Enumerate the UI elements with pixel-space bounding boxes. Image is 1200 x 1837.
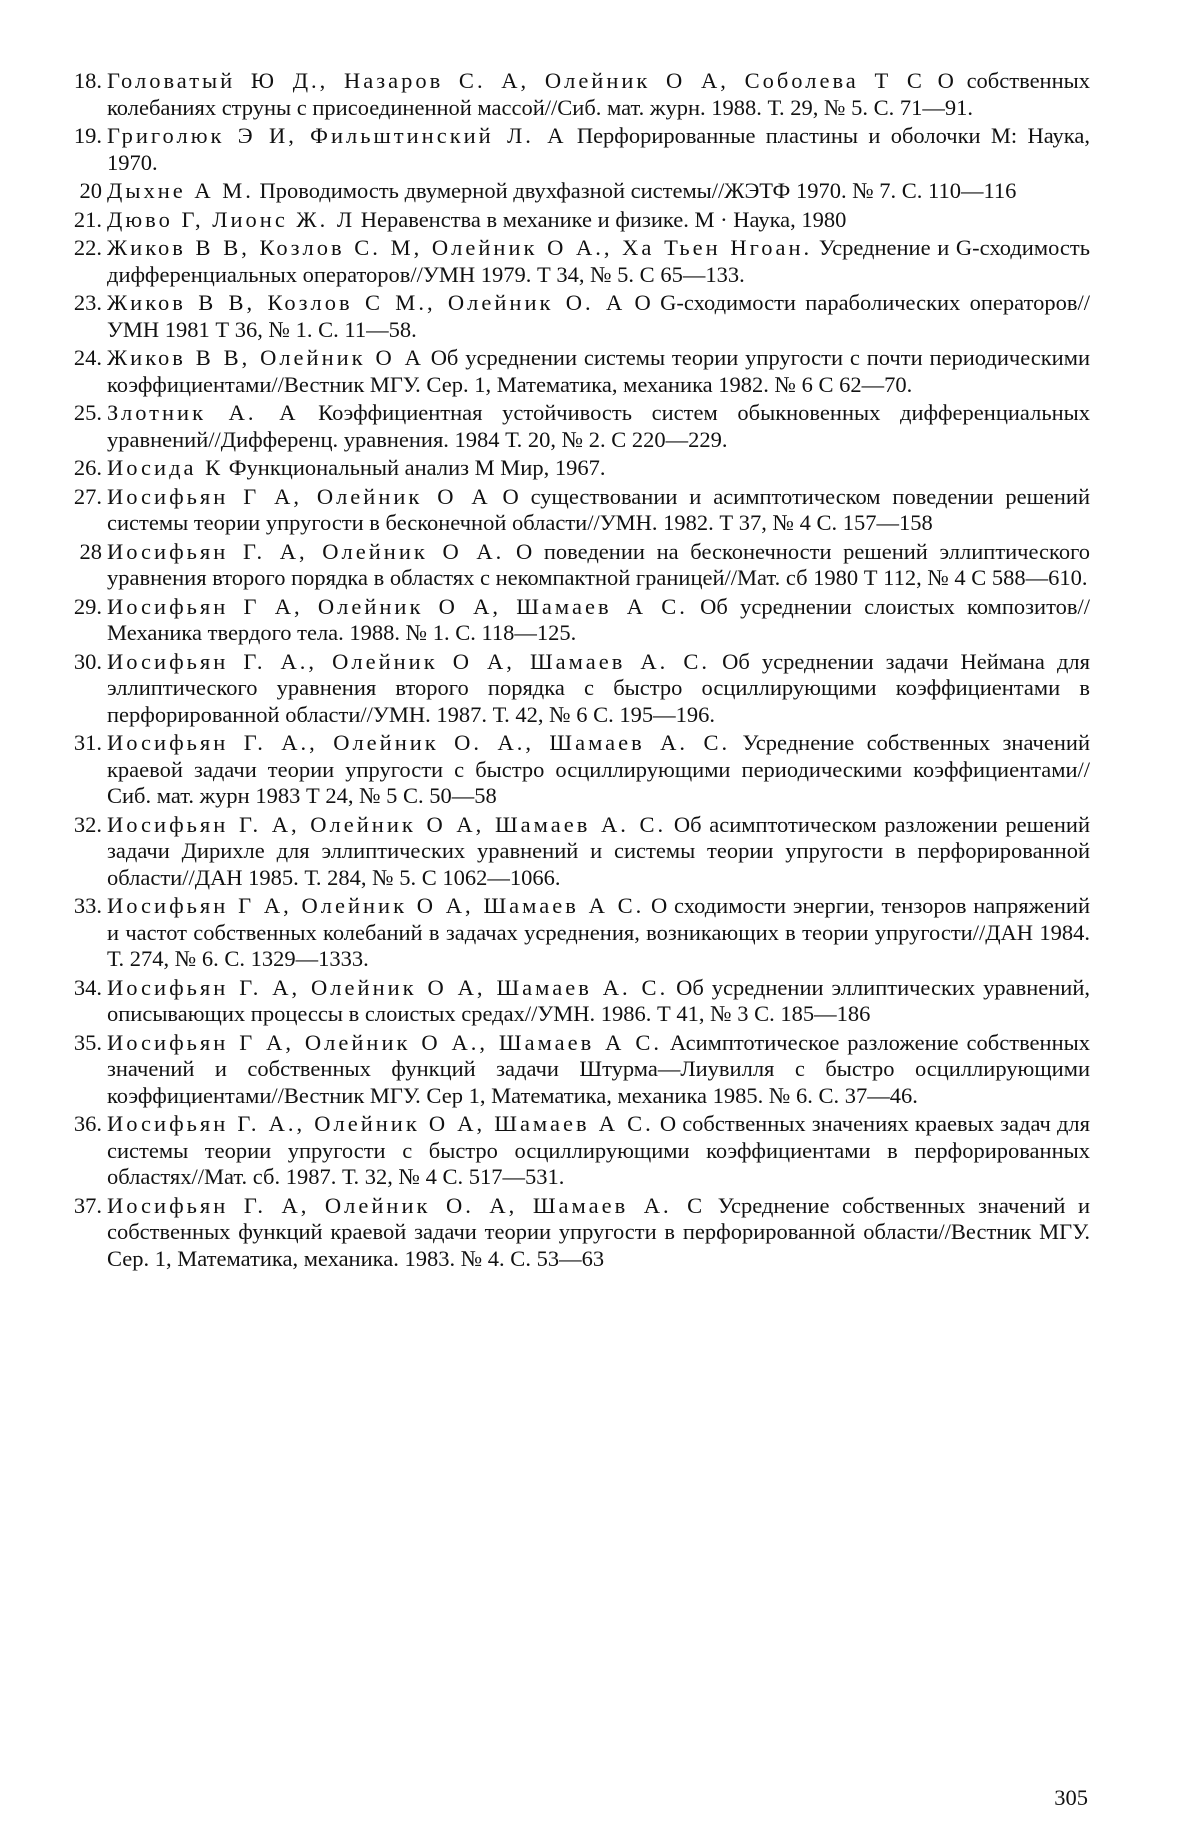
- reference-item: [73, 290, 1090, 343]
- reference-number: 31.: [73, 730, 102, 755]
- reference-authors: Иосида К: [107, 455, 224, 480]
- reference-item: [73, 345, 1090, 398]
- reference-text: Неравенства в механике и физике. М · Наука, 1980: [355, 206, 847, 232]
- reference-text: Асимптотическое разложение собственных значений и собственных функций задачи Штурма—Лиувилля с быстро осциллирующими коэффициентами//Вестник МГУ. Сер 1, Математика, механика 1985. № 6. С. 37—46.: [107, 1029, 1090, 1108]
- reference-authors: Иосифьян Г. А, Олейник О. А, Шамаев А. С: [107, 1192, 706, 1218]
- reference-number: 34.: [73, 974, 102, 1000]
- reference-number: 27.: [73, 483, 102, 509]
- reference-item: [73, 1192, 1090, 1273]
- reference-number: 18.: [73, 68, 102, 93]
- reference-number: 25.: [73, 400, 102, 425]
- reference-authors: Иосифьян Г. А., Олейник О А, Шамаев А. С.: [107, 648, 710, 674]
- reference-number: 20: [79, 178, 102, 203]
- reference-text: О сходимости энергии, тензоров напряжений и частот собственных колебаний в задачах усреднения, возникающих в теории упругости//ДАН 1984. Т. 274, № 6. С. 1329—1333.: [107, 893, 1090, 971]
- reference-number: 24.: [73, 345, 102, 370]
- reference-text: Коэффициентная устойчивость систем обыкновенных дифференциальных уравнений//Дифференц. уравнения. 1984 Т. 20, № 2. С 220—229.: [107, 400, 1090, 452]
- reference-number: 28: [79, 538, 102, 564]
- reference-item: [73, 206, 1090, 234]
- reference-text: О существовании и асимптотическом поведении решений системы теории упругости в бесконечной области//УМН. 1982. Т 37, № 4 С. 157—158: [107, 483, 1091, 535]
- reference-authors: Иосифьян Г. А, Олейник О А.: [107, 538, 505, 564]
- reference-text: Перфорированные пластины и оболочки М: Наука, 1970.: [107, 123, 1090, 175]
- reference-text: О G-сходимости параболических операторов//УМН 1981 Т 36, № 1. С. 11—58.: [107, 290, 1090, 342]
- reference-authors: Дыхне А М.: [107, 178, 254, 203]
- reference-text: Об усреднении системы теории упругости с почти периодическими коэффициентами//Вестник МГУ. Сер. 1, Математика, механика 1982. № 6 С 62—70.: [107, 345, 1090, 397]
- reference-authors: Иосифьян Г. А., Олейник О. А., Шамаев А. С.: [107, 730, 731, 755]
- reference-text: Усреднение собственных значений и собственных функций краевой задачи теории упругости в перфорированной области//Вестник МГУ. Сер. 1, Математика, механика. 1983. № 4. С. 53—63: [107, 1192, 1090, 1271]
- reference-number: 35.: [73, 1029, 102, 1055]
- reference-text: Об асимптотическом разложении решений задачи Дирихле для эллиптических уравнений и системы теории упругости в перфорированной области//ДАН 1985. Т. 284, № 5. С 1062—1066.: [107, 811, 1090, 890]
- reference-item: [73, 455, 1090, 482]
- page-number: 305: [1054, 1785, 1088, 1810]
- reference-number: 37.: [73, 1192, 102, 1218]
- reference-item: [73, 400, 1090, 453]
- reference-authors: Иосифьян Г А, Олейник О А, Шамаев А С.: [107, 593, 688, 619]
- reference-text: Усреднение собственных значений краевой задачи теории упругости с быстро осциллирующими периодическими коэффициентами//Сиб. мат. журн 1983 Т 24, № 5 С. 50—58: [107, 730, 1090, 808]
- reference-text: Проводимость двумерной двухфазной системы//ЖЭТФ 1970. № 7. С. 110—116: [253, 178, 1017, 203]
- reference-number: 32.: [73, 811, 102, 837]
- reference-item: [73, 123, 1090, 176]
- reference-item: [73, 593, 1090, 647]
- reference-text: Об усреднении задачи Неймана для эллиптического уравнения второго порядка с быстро осциллирующими коэффициентами в перфорированной области//УМН. 1987. Т. 42, № 6 С. 195—196.: [107, 648, 1090, 727]
- reference-authors: Жиков В В, Козлов С М., Олейник О. А: [107, 290, 626, 315]
- reference-item: [73, 1029, 1090, 1110]
- reference-number: 21.: [73, 206, 102, 232]
- reference-item: [73, 235, 1090, 288]
- reference-text: О собственных значениях краевых задач для системы теории упругости с быстро осциллирующими коэффициентами в перфорированных областях//Мат. сб. 1987. Т. 32, № 4 С. 517—531.: [107, 1111, 1090, 1189]
- reference-authors: Злотник А. А: [107, 400, 299, 425]
- reference-number: 23.: [73, 290, 102, 315]
- reference-authors: Жиков В В, Олейник О А: [107, 345, 424, 370]
- reference-number: 26.: [73, 455, 102, 480]
- reference-item: [73, 1111, 1090, 1191]
- reference-authors: Жиков В В, Козлов С. М, Олейник О А., Ха Тьен Нгоан.: [107, 235, 813, 260]
- reference-item: [73, 893, 1090, 973]
- reference-number: 33.: [73, 893, 102, 918]
- reference-text: Функциональный анализ М Мир, 1967.: [223, 455, 606, 480]
- reference-authors: Иосифьян Г А, Олейник О А., Шамаев А С.: [107, 1029, 662, 1055]
- reference-item: [73, 483, 1091, 537]
- reference-authors: Дюво Г, Лионс Ж. Л: [107, 206, 356, 232]
- reference-authors: Григолюк Э И, Фильштинский Л. А: [107, 123, 567, 148]
- reference-text: Об усреднении эллиптических уравнений, описывающих процессы в слоистых средах//УМН. 1986. Т 41, № 3 С. 185—186: [107, 974, 1090, 1026]
- reference-item: [73, 730, 1090, 810]
- reference-item: [73, 648, 1090, 729]
- reference-authors: Иосифьян Г. А, Олейник О А, Шамаев А. С.: [107, 811, 667, 837]
- reference-number: 22.: [73, 235, 102, 260]
- reference-item: [79, 178, 1090, 205]
- reference-item: [73, 68, 1090, 121]
- reference-item: [79, 538, 1090, 592]
- reference-list: [73, 68, 1091, 1274]
- reference-item: [73, 811, 1090, 892]
- reference-authors: Иосифьян Г. А., Олейник О А, Шамаев А С.: [107, 1111, 654, 1136]
- reference-authors: Головатый Ю Д., Назаров С. А, Олейник О А, Соболева Т С: [107, 68, 925, 93]
- reference-text: Усреднение и G-сходимость дифференциальных операторов//УМН 1979. Т 34, № 5. С 65—133.: [107, 235, 1090, 287]
- reference-text: О поведении на бесконечности решений эллиптического уравнения второго порядка в областях с некомпактной границей//Мат. сб 1980 Т 112, № 4 С 588—610.: [107, 538, 1090, 590]
- reference-number: 30.: [73, 648, 102, 674]
- reference-text: О собственных колебаниях струны с присоединенной массой//Сиб. мат. журн. 1988. Т. 29, № 5. С. 71—91.: [107, 68, 1090, 120]
- reference-authors: Иосифьян Г. А, Олейник О А, Шамаев А. С.: [107, 974, 669, 1000]
- reference-authors: Иосифьян Г А, Олейник О А: [107, 483, 491, 509]
- reference-number: 19.: [73, 123, 102, 148]
- reference-number: 29.: [73, 593, 102, 619]
- reference-text: Об усреднении слоистых композитов//Механика твердого тела. 1988. № 1. С. 118—125.: [107, 593, 1090, 645]
- reference-authors: Иосифьян Г А, Олейник О А, Шамаев А С.: [107, 893, 645, 918]
- reference-number: 36.: [73, 1111, 102, 1136]
- reference-item: [73, 974, 1090, 1028]
